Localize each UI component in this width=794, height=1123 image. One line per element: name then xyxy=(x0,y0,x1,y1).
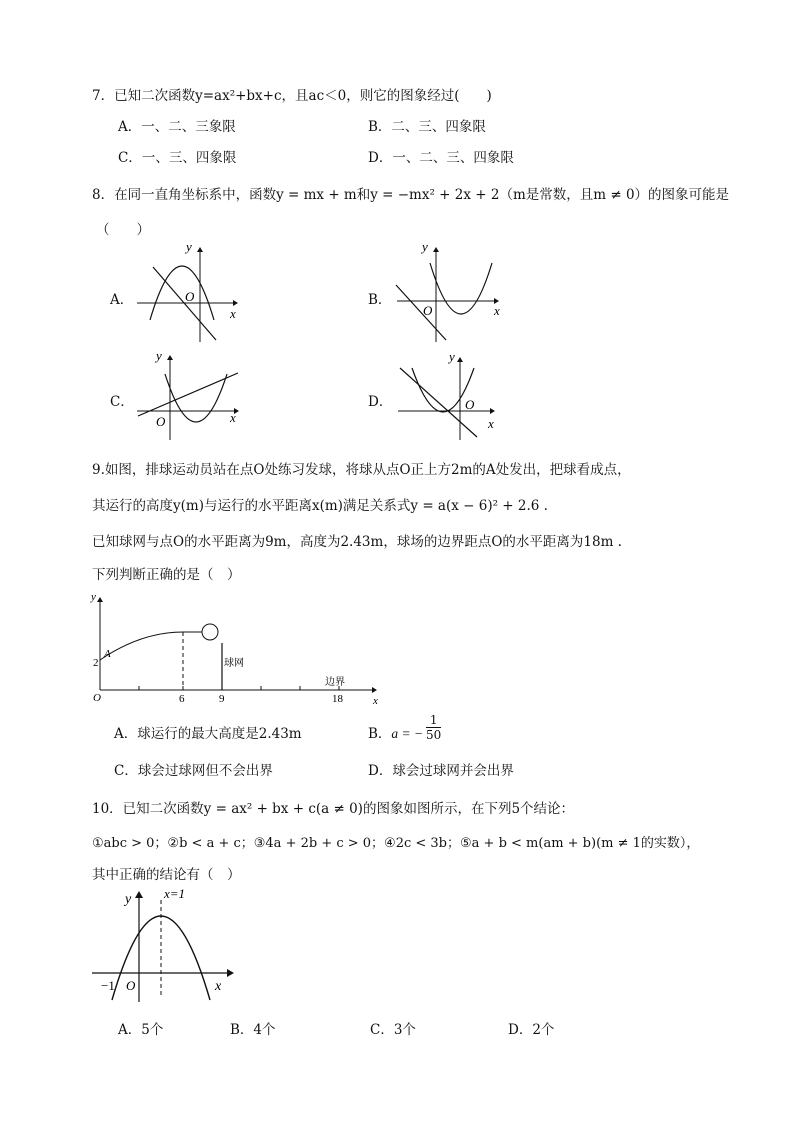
q7-option-d[interactable]: D．一、二、三、四象限 xyxy=(368,150,514,166)
q7-stem: 7．已知二次函数y=ax²+bx+c，且ac＜0，则它的图象经过( ) xyxy=(92,88,492,104)
x-arrow xyxy=(372,687,377,693)
q9-figure xyxy=(88,588,388,708)
y-arrow xyxy=(135,891,143,898)
x-label: x xyxy=(230,306,236,321)
q9-line2: 其运行的高度y(m)与运行的水平距离x(m)满足关系式y = a(x − 6)² + 2.6 . xyxy=(92,498,548,514)
y-arrow xyxy=(197,247,203,252)
q9-option-b-expr: a = − xyxy=(391,726,424,741)
eighteen-label: 18 xyxy=(332,693,343,705)
origin-label: O xyxy=(423,303,433,318)
fraction-denominator: 50 xyxy=(426,728,442,742)
q10-ask: 其中正确的结论有（ ） xyxy=(92,867,241,883)
origin-label: O xyxy=(156,414,166,429)
line xyxy=(138,373,238,416)
y-label: y xyxy=(125,892,132,907)
q9-line1: 9.如图，排球运动员站在点O处练习发球，将球从点O正上方2m的A处发出，把球看成点， xyxy=(92,462,631,478)
x-label: x xyxy=(373,695,378,707)
q8-option-b[interactable]: B． xyxy=(368,292,392,308)
y-arrow xyxy=(433,247,439,252)
q10-option-b[interactable]: B．4个 xyxy=(230,1022,276,1038)
nine-label: 9 xyxy=(219,693,225,705)
origin-label: O xyxy=(126,978,136,993)
fraction-numerator: 1 xyxy=(426,713,441,728)
q9-line3: 已知球网与点O的水平距离为9m，高度为2.43m，球场的边界距点O的水平距离为18m . xyxy=(92,534,622,550)
x-label: x xyxy=(215,979,222,994)
net-label: 球网 xyxy=(224,658,244,669)
six-label: 6 xyxy=(179,693,185,705)
origin-label: O xyxy=(93,692,101,704)
y-label: y xyxy=(91,591,96,603)
boundary-label: 边界 xyxy=(325,677,345,688)
q9-option-a[interactable]: A．球运行的最大高度是2.43m xyxy=(114,726,302,742)
x-label: x xyxy=(230,410,236,425)
y-arrow xyxy=(167,355,173,360)
trajectory xyxy=(100,632,202,660)
q8-graph-b xyxy=(390,238,505,348)
x-label: x xyxy=(494,303,500,318)
q9-option-b-fraction xyxy=(426,713,441,742)
y-arrow xyxy=(457,357,463,362)
neg1-label: −1 xyxy=(101,978,115,993)
x-label: x xyxy=(488,416,494,431)
q8-option-d[interactable]: D． xyxy=(368,394,393,410)
q9-option-b[interactable] xyxy=(368,722,423,742)
x-arrow xyxy=(490,408,495,414)
point-a: A xyxy=(104,648,111,660)
q8-option-a[interactable]: A． xyxy=(110,292,134,308)
q10-option-d[interactable]: D．2个 xyxy=(508,1022,555,1038)
q10-figure xyxy=(88,882,238,1002)
q8-stem: 8．在同一直角坐标系中，函数y = mx + m和y = −mx² + 2x + 2（m是常数，且m ≠ 0）的图象可能是 xyxy=(92,187,730,203)
q9-line4: 下列判断正确的是（ ） xyxy=(92,567,241,583)
q8-graph-c xyxy=(130,345,245,445)
two-label: 2 xyxy=(93,657,99,669)
parabola xyxy=(430,263,492,314)
q10-conclusions: ①abc > 0；②b < a + c；③4a + 2b + c > 0；④2c < 3b；⑤a + b < m(am + b)(m ≠ 1的实数）， xyxy=(92,836,700,851)
axis-label: x=1 xyxy=(164,886,186,901)
q10-option-c[interactable]: C．3个 xyxy=(370,1022,416,1038)
q9-option-c[interactable]: C．球会过球网但不会出界 xyxy=(114,763,273,779)
origin-label: O xyxy=(185,289,195,304)
q8-option-c[interactable]: C． xyxy=(110,394,134,410)
q9-option-d[interactable]: D．球会过球网并会出界 xyxy=(368,763,514,779)
line xyxy=(396,285,446,340)
origin-label: O xyxy=(465,397,475,412)
ball xyxy=(202,624,218,640)
y-label: y xyxy=(156,348,162,363)
q7-option-b[interactable]: B．二、三、四象限 xyxy=(368,119,486,135)
y-label: y xyxy=(449,349,455,364)
q9-option-b-prefix: B． xyxy=(368,726,392,742)
q10-stem: 10．已知二次函数y = ax² + bx + c(a ≠ 0)的图象如图所示，在下列5个结论： xyxy=(92,801,575,817)
y-arrow xyxy=(97,597,103,602)
q10-option-a[interactable]: A．5个 xyxy=(118,1022,164,1038)
q7-option-a[interactable]: A．一、二、三象限 xyxy=(118,119,236,135)
q8-paren: （ ） xyxy=(96,222,150,238)
q7-option-c[interactable]: C．一、三、四象限 xyxy=(118,150,237,166)
y-label: y xyxy=(186,239,192,254)
q8-graph-a xyxy=(130,238,240,348)
x-arrow xyxy=(227,969,234,977)
q8-graph-d xyxy=(390,345,505,445)
y-label: y xyxy=(422,239,428,254)
